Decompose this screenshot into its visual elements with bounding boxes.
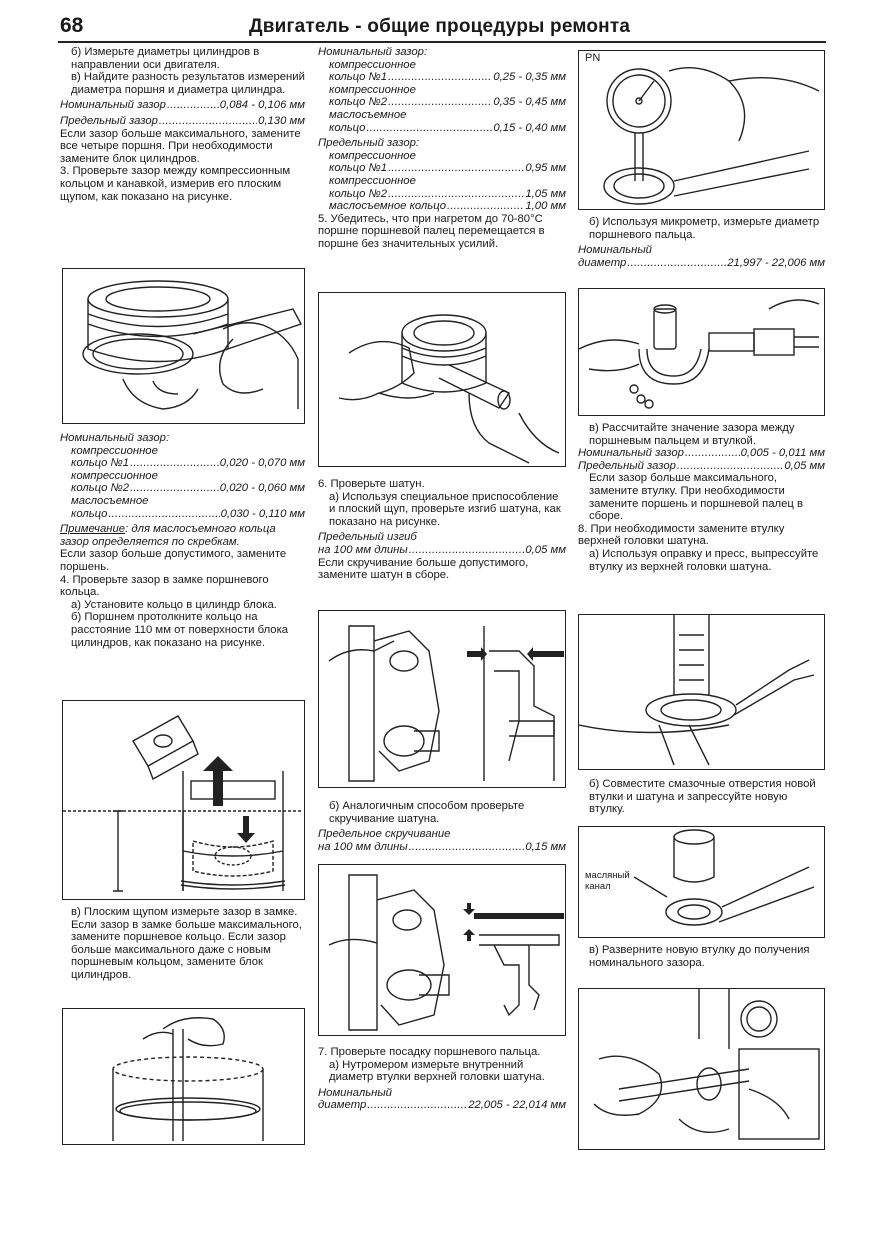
step-6b: б) Аналогичным способом проверьте скручивание шатуна. (329, 800, 525, 825)
page-number: 68 (60, 14, 84, 37)
figure-rod-bend-check (318, 610, 566, 788)
spec-ring1: кольцо №1 ..... 0,020 - 0,070 мм (60, 457, 305, 470)
figure-press-bushing (578, 614, 825, 770)
col3-top-text (578, 216, 825, 269)
spec2-ring1: кольцо №1 ..... 0,25 - 0,35 мм (318, 71, 566, 84)
figure-oil-channel (578, 826, 825, 938)
spec-nominal-gap: Номинальный зазор ..... 0,084 - 0,106 мм (60, 99, 305, 112)
figure-micrometer-pin (578, 288, 825, 416)
col2-mid-text (318, 478, 566, 582)
replace-bushing-text: Если зазор больше максимального, замените втулку. При необходимости замените поршень и поршневой палец в сборе. (589, 472, 804, 523)
step-v-calc: в) Рассчитайте значение зазора между поршневым пальцем и втулкой. (589, 422, 795, 447)
bend-title: Предельный изгиб (318, 531, 417, 544)
spec-pin-diam: диаметр ..... 21,997 - 22,006 мм (578, 257, 825, 270)
page-title: Двигатель - общие процедуры ремонта (249, 16, 631, 37)
step-7a: а) Нутромером измерьте внутренний диаметр втулки верхней головки шатуна. (329, 1058, 545, 1084)
figure-piston-pin-check (318, 292, 566, 467)
spec-ring2: кольцо №2 ..... 0,020 - 0,060 мм (60, 482, 305, 495)
step-4: 4. Проверьте зазор в замке поршневого кольца. (60, 573, 269, 599)
figure-ream-bushing (578, 988, 825, 1150)
figure-rod-twist-check (318, 864, 566, 1036)
spec-bushing-diam: диаметр ..... 22,005 - 22,014 мм (318, 1099, 566, 1112)
header-rule (58, 41, 826, 43)
replace-pistons-text: Если зазор больше максимального, замените все четыре поршня. При необходимости замените блок цилиндров. (60, 127, 301, 165)
spec-oil-ring: кольцо ..... 0,030 - 0,110 мм (60, 508, 305, 521)
spec-bend: на 100 мм длины ..... 0,05 мм (318, 544, 566, 557)
figure-pn-label: PN (585, 52, 601, 64)
col1-top-text (60, 46, 305, 203)
note: Примечание: для маслосъемного кольца зазор определяется по скребкам. (60, 523, 276, 548)
spec-limit-gap: Предельный зазор ..... 0,130 мм (60, 115, 305, 128)
col2-lower-text (318, 800, 566, 853)
figure-bore-gauge (578, 50, 825, 210)
step-8b: б) Совместите смазочные отверстия новой втулки и шатуна и запрессуйте новую втулку. (589, 778, 816, 816)
col2-bottom-text (318, 1046, 566, 1112)
step-4a: а) Установите кольцо в цилиндр блока. (71, 598, 277, 611)
step-v-find-difference: в) Найдите разность результатов измерений диаметра поршня и диаметра цилиндра. (71, 71, 305, 96)
spec2-oil: кольцо ..... 0,15 - 0,40 мм (318, 122, 566, 135)
limit-gap-title: Предельный зазор: (318, 137, 420, 150)
step-b-micrometer: б) Используя микрометр, измерьте диаметр поршневого пальца. (589, 216, 820, 241)
spec2-ring2: кольцо №2 ..... 0,35 - 0,45 мм (318, 96, 566, 109)
step-3: 3. Проверьте зазор между компрессионным кольцом и канавкой, измерив его плоским щупом, как показано на рисунке. (60, 165, 291, 203)
step-4v: в) Плоским щупом измерьте зазор в замке. (71, 906, 298, 918)
twist-replace-text: Если скручивание больше допустимого, замените шатун в сборе. (318, 556, 529, 582)
nominal-gap-title: Номинальный зазор: (60, 432, 170, 444)
nominal-title: Номинальный (318, 1086, 392, 1099)
step-6: 6. Проверьте шатун. (318, 478, 425, 490)
replace-piston-text: Если зазор больше допустимого, замените поршень. (60, 548, 287, 573)
spec-pin-lim-gap: Предельный зазор ..... 0,05 мм (578, 460, 825, 473)
spec2-lim-ring2: кольцо №2 ..... 1,05 мм (318, 188, 566, 201)
step-7: 7. Проверьте посадку поршневого пальца. (318, 1046, 541, 1058)
nominal-gap-title-2: Номинальный зазор: (318, 46, 428, 58)
spec2-lim-oil: маслосъемное кольцо ..... 1,00 мм (318, 200, 566, 213)
col3-lower-text (578, 944, 825, 969)
nominal-title-3: Номинальный (578, 244, 652, 257)
col3-mid2-text (578, 778, 825, 816)
col1-bottom-text (60, 906, 305, 982)
col1-mid-text: Номинальный зазор: компрессионное кольцо №1 ..... 0,020 - 0,070 мм компрессионное кольцо №2 ..... 0,020 - 0,060 мм маслосъемное кольцо ..... 0,030 - 0,110 мм Примечание: для маслосъемного кольца зазор определяется по скребкам. Если зазор больше допустимого, замените поршень. 4. Проверьте зазор в замке поршневого кольца. а) Установите кольцо в цилиндр блока. б) Поршнем протолкните кольцо на расстояние 110 мм от поверхности блока цилиндров, как показано на рисунке. (60, 432, 305, 649)
oil-channel-label: масляный канал (585, 870, 630, 892)
col2-top-text: Номинальный зазор: компрессионное кольцо №1 ..... 0,25 - 0,35 мм компрессионное кольцо №2 ..... 0,35 - 0,45 мм маслосъемное кольцо ..... 0,15 - 0,40 мм Предельный зазор: компрессионное кольцо №1 ..... 0,95 мм компрессионное кольцо №2 ..... 1,05 мм маслосъемное кольцо ..... 1,00 мм 5. Убедитесь, что при нагретом до 70-80°С поршне поршневой палец перемещается в поршне без значительных усилий. (318, 46, 566, 251)
step-6a: а) Используя специальное приспособление и плоский щуп, проверьте изгиб шатуна, как показано на рисунке. (329, 490, 561, 528)
spec-twist: на 100 мм длины ..... 0,15 мм (318, 841, 566, 854)
step-5: 5. Убедитесь, что при нагретом до 70-80°С поршне поршневой палец перемещается в поршне без значительных усилий. (318, 212, 545, 250)
col3-mid-text (578, 422, 825, 573)
figure-ring-end-gap (62, 1008, 305, 1145)
step-8: 8. При необходимости замените втулку верхней головки шатуна. (578, 522, 785, 548)
spec-pin-nom-gap: Номинальный зазор ..... 0,005 - 0,011 мм (578, 447, 825, 460)
step-4b: б) Поршнем протолкните кольцо на расстояние 110 мм от поверхности блока цилиндров, как показано на рисунке. (71, 611, 289, 649)
step-8v: в) Разверните новую втулку до получения номинального зазора. (589, 944, 810, 969)
spec2-lim-ring1: кольцо №1 ..... 0,95 мм (318, 162, 566, 175)
twist-title: Предельное скручивание (318, 828, 451, 841)
step-8a: а) Используя оправку и пресс, выпрессуйте втулку из верхней головки шатуна. (589, 547, 819, 573)
step-b-measure-cylinders: б) Измерьте диаметры цилиндров в направлении оси двигателя. (71, 46, 260, 71)
step-4v-note: Если зазор в замке больше максимального, замените поршневое кольцо. Если зазор больше максимального даже с новым поршневым кольцом, замените блок цилиндров. (71, 918, 302, 981)
figure-ring-in-cylinder (62, 700, 305, 900)
figure-ring-groove-clearance (62, 268, 305, 424)
